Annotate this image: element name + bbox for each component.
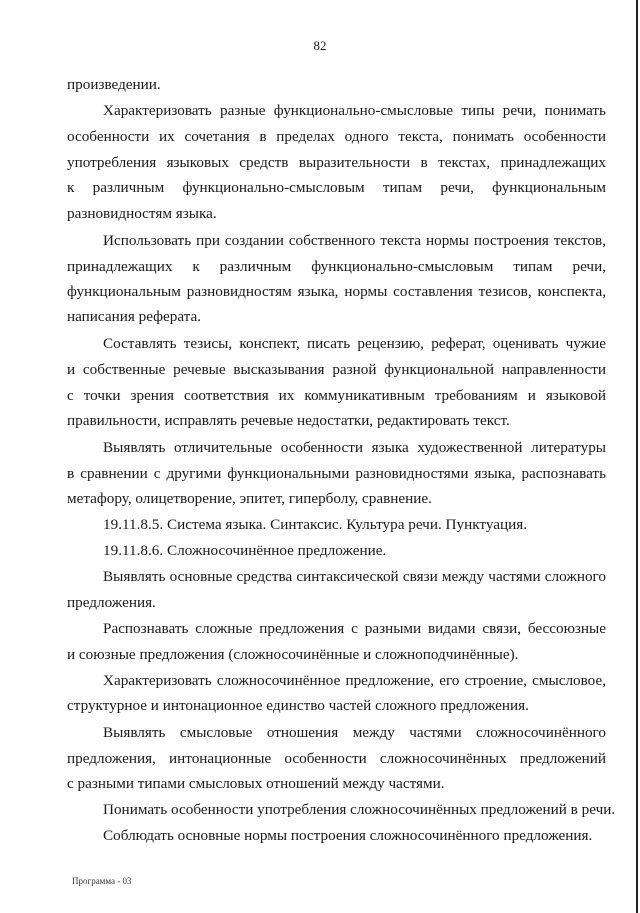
text-line: функциональным разновидностям языка, нормы составления тезисов, конспекта, (67, 283, 606, 300)
text-line: с точки зрения соответствия их коммуникативным требованиям и языковой (67, 387, 606, 404)
text-line: Характеризовать сложносочинённое предложение, его строение, смысловое, (103, 672, 606, 689)
section-heading: 19.11.8.5. Система языка. Синтаксис. Культура речи. Пунктуация. (103, 516, 528, 533)
text-line: произведении. (67, 76, 161, 93)
text-line: к различным функционально-смысловым типам речи, функциональным (67, 179, 606, 196)
text-line: употребления языковых средств выразительности в текстах, принадлежащих (67, 154, 606, 171)
text-line: принадлежащих к различным функционально-смысловым типам речи, (67, 258, 606, 275)
section-heading: 19.11.8.6. Сложносочинённое предложение. (103, 542, 387, 559)
text-line: Использовать при создании собственного текста нормы построения текстов, (103, 232, 606, 249)
text-line: Выявлять смысловые отношения между частями сложносочинённого (103, 724, 606, 741)
text-line: написания реферата. (67, 308, 202, 325)
text-line: Выявлять основные средства синтаксической связи между частями сложного (103, 568, 606, 585)
text-line: и союзные предложения (сложносочинённые и сложноподчинённые). (67, 646, 519, 663)
text-line: предложения, интонационные особенности сложносочинённых предложений (67, 750, 606, 767)
text-line: Характеризовать разные функционально-смысловые типы речи, понимать (103, 102, 606, 119)
text-line: Соблюдать основные нормы построения сложносочинённого предложения. (103, 827, 593, 844)
text-line: Составлять тезисы, конспект, писать рецензию, реферат, оценивать чужие (103, 335, 606, 352)
text-line: метафору, олицетворение, эпитет, гиперболу, сравнение. (67, 490, 432, 507)
text-line: предложения. (67, 594, 156, 611)
text-line: правильности, исправлять речевые недостатки, редактировать текст. (67, 412, 510, 429)
text-line: разновидностям языка. (67, 205, 217, 222)
text-line: Распознавать сложные предложения с разными видами связи, бессоюзные (103, 620, 606, 637)
text-line: структурное и интонационное единство частей сложного предложения. (67, 697, 529, 714)
text-line: Выявлять отличительные особенности языка художественной литературы (103, 439, 606, 456)
page-edge (636, 0, 638, 913)
text-line: и собственные речевые высказывания разной функциональной направленности (67, 361, 606, 378)
text-line: Понимать особенности употребления сложносочинённых предложений в речи. (103, 801, 616, 818)
page-number: 82 (313, 38, 327, 53)
text-line: с разными типами смысловых отношений между частями. (67, 775, 445, 792)
text-line: особенности их сочетания в пределах одного текста, понимать особенности (67, 128, 606, 145)
footer-label: Программа - 03 (72, 876, 132, 886)
text-line: в сравнении с другими функциональными разновидностями языка, распознавать (67, 465, 606, 482)
